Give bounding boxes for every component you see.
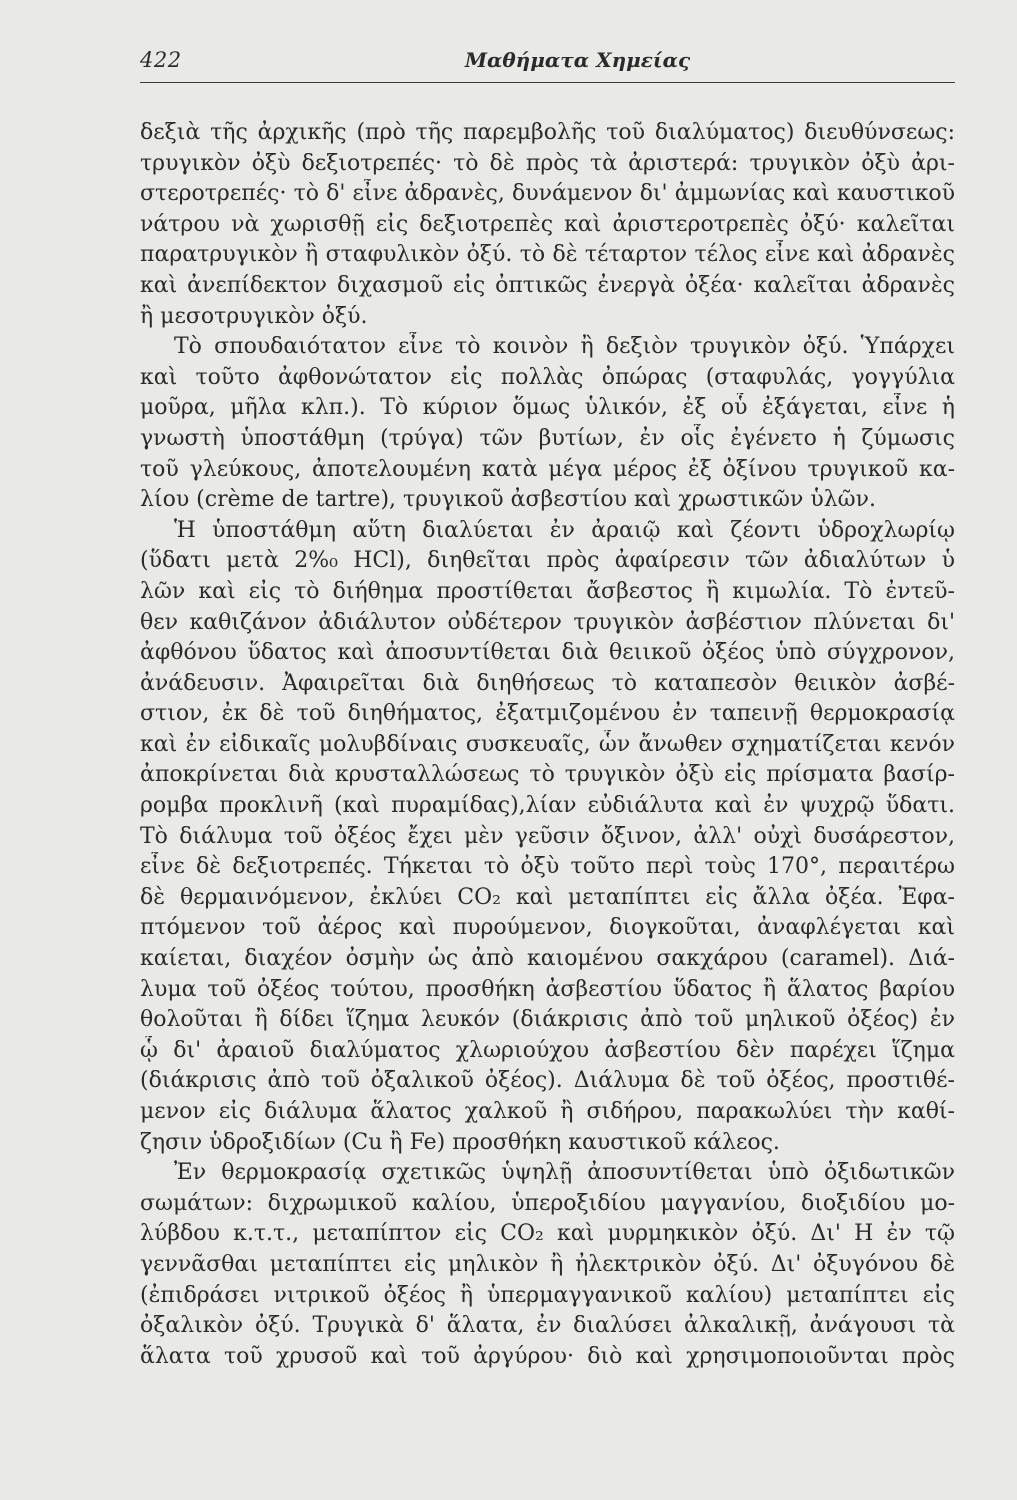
- text-line: καίεται, διαχέον ὀσμὴν ὡς ἀπὸ καιομένου σακχάρου (caramel). Διά-: [140, 946, 955, 972]
- text-line: καὶ τοῦτο ἀφθονώτατον εἰς πολλὰς ὀπώρας (σταφυλάς, γογγύλια: [140, 364, 955, 390]
- text-line: σωμάτων: διχρωμικοῦ καλίου, ὑπεροξιδίου μαγγανίου, διοξιδίου μο-: [140, 1190, 955, 1216]
- text-line: (ἐπιδράσει νιτρικοῦ ὀξέος ἢ ὑπερμαγγανικοῦ καλίου) μεταπίπτει εἰς: [140, 1282, 955, 1308]
- text-line: πτόμενον τοῦ ἀέρος καὶ πυρούμενον, διογκοῦται, ἀναφλέγεται καὶ: [140, 915, 955, 941]
- text-line: ᾧ δι' ἀραιοῦ διαλύματος χλωριούχου ἀσβεστίου δὲν παρέχει ἵζημα: [140, 1037, 955, 1063]
- text-line: Τὸ διάλυμα τοῦ ὀξέος ἔχει μὲν γεῦσιν ὄξινον, ἀλλ' οὐχὶ δυσάρεστον,: [140, 823, 955, 849]
- text-line: εἶνε δὲ δεξιοτρεπές. Τήκεται τὸ ὀξὺ τοῦτο περὶ τοὺς 170°, περαιτέρω: [140, 854, 955, 880]
- text-line: μοῦρα, μῆλα κλπ.). Τὸ κύριον ὅμως ὑλικόν, ἐξ οὗ ἐξάγεται, εἶνε ἡ: [140, 395, 955, 421]
- text-line: τοῦ γλεύκους, ἀποτελουμένη κατὰ μέγα μέρος ἐξ ὀξίνου τρυγικοῦ κα-: [140, 456, 955, 482]
- text-line: στεροτρεπές· τὸ δ' εἶνε ἀδρανὲς, δυνάμενον δι' ἀμμωνίας καὶ καυστικοῦ: [140, 181, 955, 207]
- text-line: ἅλατα τοῦ χρυσοῦ καὶ τοῦ ἀργύρου· διὸ καὶ χρησιμοποιοῦνται πρὸς: [140, 1343, 955, 1369]
- text-line: νάτρου νὰ χωρισθῇ εἰς δεξιοτρεπὲς καὶ ἀριστεροτρεπὲς ὀξύ· καλεῖται: [140, 211, 955, 237]
- text-line: λυμα τοῦ ὀξέος τούτου, προσθήκη ἀσβεστίου ὕδατος ἢ ἅλατος βαρίου: [140, 976, 955, 1002]
- body-text: [140, 118, 955, 1372]
- text-line: ρομβα προκλινῆ (καὶ πυραμίδας),λίαν εὐδιάλυτα καὶ ἐν ψυχρῷ ὕδατι.: [140, 793, 955, 819]
- text-line: ἢ μεσοτρυγικὸν ὀξύ.: [140, 303, 368, 329]
- text-line: (ὕδατι μετὰ 2%₀ HCl), διηθεῖται πρὸς ἀφαίρεσιν τῶν ἀδιαλύτων ὑ: [140, 548, 955, 574]
- text-line: Τὸ σπουδαιότατον εἶνε τὸ κοινὸν ἢ δεξιὸν τρυγικὸν ὀξύ. Ὑπάρχει: [174, 334, 955, 360]
- text-line: λῶν καὶ εἰς τὸ διήθημα προστίθεται ἄσβεστος ἢ κιμωλία. Τὸ ἐντεῦ-: [140, 578, 955, 604]
- text-line: Ἡ ὑποστάθμη αὕτη διαλύεται ἐν ἀραιῷ καὶ ζέοντι ὑδροχλωρίῳ: [174, 517, 955, 543]
- text-line: παρατρυγικὸν ἢ σταφυλικὸν ὀξύ. τὸ δὲ τέταρτον τέλος εἶνε καὶ ἀδρανὲς: [140, 242, 955, 268]
- text-line: καὶ ἀνεπίδεκτον διχασμοῦ εἰς ὀπτικῶς ἐνεργὰ ὀξέα· καλεῖται ἀδρανὲς: [140, 272, 955, 298]
- text-line: δὲ θερμαινόμενον, ἐκλύει CO₂ καὶ μεταπίπτει εἰς ἄλλα ὀξέα. Ἐφα-: [140, 884, 955, 910]
- text-line: δεξιὰ τῆς ἀρχικῆς (πρὸ τῆς παρεμβολῆς τοῦ διαλύματος) διευθύνσεως:: [140, 120, 955, 145]
- text-line: θολοῦται ἢ δίδει ἵζημα λευκόν (διάκρισις ἀπὸ τοῦ μηλικοῦ ὀξέος) ἐν: [140, 1007, 955, 1033]
- text-line: ἀνάδευσιν. Ἀφαιρεῖται διὰ διηθήσεως τὸ καταπεσὸν θειικὸν ἀσβέ-: [140, 670, 955, 696]
- text-line: τρυγικὸν ὀξὺ δεξιοτρεπές· τὸ δὲ πρὸς τὰ ἀριστερά: τρυγικὸν ὀξὺ ἀρι-: [140, 150, 955, 176]
- text-line: ὀξαλικὸν ὀξύ. Τρυγικὰ δ' ἅλατα, ἐν διαλύσει ἀλκαλικῇ, ἀνάγουσι τὰ: [140, 1313, 955, 1339]
- text-line: γεννᾶσθαι μεταπίπτει εἰς μηλικὸν ἢ ἠλεκτρικὸν ὀξύ. Δι' ὀξυγόνου δὲ: [140, 1251, 955, 1277]
- text-line: (διάκρισις ἀπὸ τοῦ ὀξαλικοῦ ὀξέος). Διάλυμα δὲ τοῦ ὀξέος, προστιθέ-: [140, 1068, 955, 1094]
- text-line: λίου (crème de tartre), τρυγικοῦ ἀσβεστίου καὶ χρωστικῶν ὑλῶν.: [140, 487, 876, 513]
- text-line: ἀποκρίνεται διὰ κρυσταλλώσεως τὸ τρυγικὸν ὀξὺ εἰς πρίσματα βασίρ-: [140, 762, 955, 788]
- text-line: λύβδου κ.τ.τ., μεταπίπτον εἰς CO₂ καὶ μυρμηκικὸν ὀξύ. Δι' Η ἐν τῷ: [140, 1221, 955, 1247]
- text-line: μενον εἰς διάλυμα ἅλατος χαλκοῦ ἢ σιδήρου, παρακωλύει τὴν καθί-: [140, 1099, 955, 1124]
- running-title: Μαθήματα Χημείας: [464, 48, 691, 72]
- text-line: στιον, ἐκ δὲ τοῦ διηθήματος, ἐξατμιζομένου ἐν ταπεινῇ θερμοκρασίᾳ: [140, 701, 955, 727]
- text-line: θεν καθιζάνον ἀδιάλυτον οὐδέτερον τρυγικὸν ἀσβέστιον πλύνεται δι': [140, 609, 955, 635]
- text-line: ἀφθόνου ὕδατος καὶ ἀποσυντίθεται διὰ θειικοῦ ὀξέος ὑπὸ σύγχρονον,: [140, 640, 955, 666]
- text-line: Ἐν θερμοκρασίᾳ σχετικῶς ὑψηλῇ ἀποσυντίθεται ὑπὸ ὀξιδωτικῶν: [174, 1160, 955, 1186]
- page-header: [140, 46, 955, 83]
- text-line: καὶ ἐν εἰδικαῖς μολυβδίναις συσκευαῖς, ὧν ἄνωθεν σχηματίζεται κενόν: [140, 731, 955, 757]
- page-number: 422: [140, 48, 182, 72]
- text-line: ζησιν ὑδροξιδίων (Cu ἢ Fe) προσθήκη καυστικοῦ κάλεος.: [140, 1129, 780, 1155]
- text-line: γνωστὴ ὑποστάθμη (τρύγα) τῶν βυτίων, ἐν οἷς ἐγένετο ἡ ζύμωσις: [140, 425, 955, 451]
